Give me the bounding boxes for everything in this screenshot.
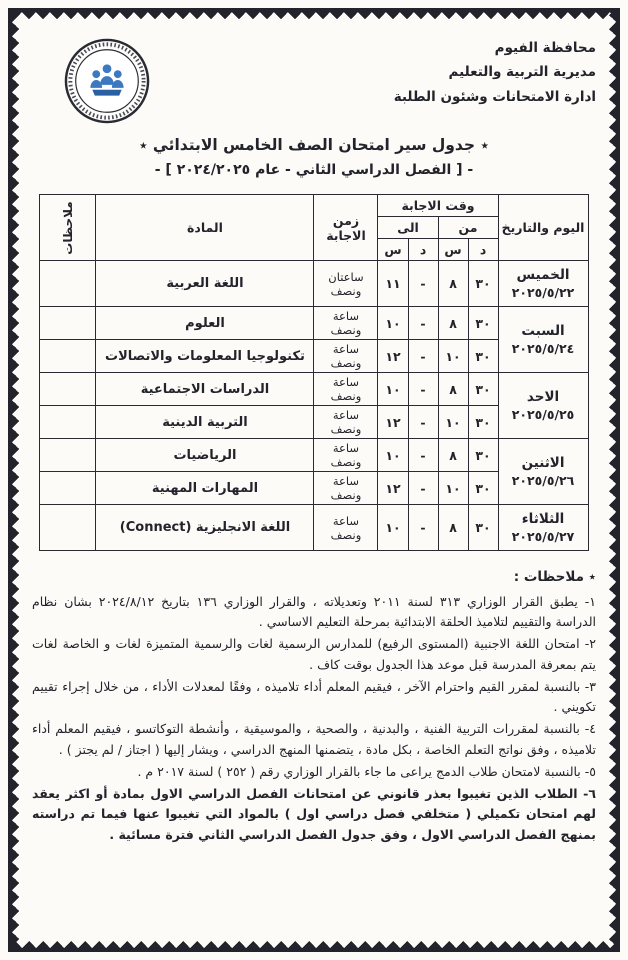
table-row — [40, 373, 588, 406]
col-header-from-hour: س — [438, 239, 468, 261]
day-name: الاحد — [526, 389, 560, 405]
day-name: السبت — [521, 323, 565, 339]
to-minute-cell: - — [408, 307, 438, 340]
to-minute-cell: - — [408, 340, 438, 373]
day-cell — [498, 261, 588, 307]
subject-cell: الدراسات الاجتماعية — [96, 373, 314, 406]
from-minute-cell: ٣٠ — [468, 505, 498, 551]
table-row — [40, 307, 588, 340]
col-header-from: من — [438, 217, 498, 239]
duration-cell: ساعة ونصف — [314, 505, 378, 551]
day-date: ٢٠٢٥/٥/٢٦ — [511, 473, 575, 488]
note-item-5: ٥- بالنسبة لامتحان طلاب الدمج يراعى ما جاء بالقرار الوزاري رقم ( ٢٥٢ ) لسنة ٢٠١٧ م . — [137, 763, 596, 779]
notes-cell — [40, 406, 96, 439]
from-minute-cell: ٣٠ — [468, 406, 498, 439]
note-item-6: ٦- الطلاب الذين تغيبوا بعذر قانوني عن امتحانات الفصل الدراسي الاول بمادة أو اكثر يعقد لهم امتحان تكميلي ( متخلفي فصل دراسي اول ) بالمواد التي تغيبوا عنها فيما تم دراسته بمنهج الفصل الدراسي الاول ، وفق جدول الفصل الدراسي الثاني فترة مسائية . — [32, 786, 596, 842]
notes-cell — [40, 340, 96, 373]
table-row — [40, 261, 588, 307]
note-item-2: ٢- امتحان اللغة الاجنبية (المستوى الرفيع) للمدارس الرسمية لغات والرسمية المتميزة لغات و الخاصة لغات يتم بمعرفة المدرسة قبل موعد هذا الجدول بوقت كاف . — [32, 636, 596, 672]
notes-title: ٭ ملاحظات : — [513, 569, 596, 585]
subject-cell: العلوم — [96, 307, 314, 340]
org-line-directorate: مديرية التربية والتعليم — [448, 64, 596, 81]
to-hour-cell: ١٠ — [378, 307, 408, 340]
notes-section — [32, 567, 596, 845]
schedule-subtitle: - [ الفصل الدراسي الثاني - عام ٢٠٢٤/٢٠٢٥ ] - — [154, 162, 474, 178]
ministry-emblem-logo-icon — [64, 38, 150, 128]
col-header-answer-time: وقت الاجابة — [378, 195, 498, 217]
org-line-governorate: محافظة الفيوم — [494, 40, 596, 56]
from-hour-cell: ١٠ — [438, 340, 468, 373]
notes-cell — [40, 261, 96, 307]
from-minute-cell: ٣٠ — [468, 340, 498, 373]
notes-cell — [40, 505, 96, 551]
from-hour-cell: ٨ — [438, 261, 468, 307]
col-header-notes — [40, 195, 96, 261]
title-block — [30, 136, 598, 178]
from-hour-cell: ١٠ — [438, 472, 468, 505]
table-row — [40, 505, 588, 551]
note-item-3: ٣- بالنسبة لمقرر القيم واحترام الآخر ، فيقيم المعلم أداء تلاميذه ، وفقًا لمعدلات الأداء ، من خلال إجراء تقييم تكويني . — [32, 678, 596, 715]
from-minute-cell: ٣٠ — [468, 439, 498, 472]
duration-cell: ساعة ونصف — [314, 439, 378, 472]
col-header-from-minute: د — [468, 239, 498, 261]
notes-cell — [40, 373, 96, 406]
to-minute-cell: - — [408, 472, 438, 505]
from-minute-cell: ٣٠ — [468, 472, 498, 505]
decorative-border-bottom — [8, 941, 620, 952]
document-header — [30, 24, 598, 128]
notes-cell — [40, 439, 96, 472]
notes-cell — [40, 307, 96, 340]
col-header-duration: زمن الاجابة — [314, 195, 378, 261]
organization-lines — [394, 36, 596, 109]
decorative-border-top — [8, 8, 620, 19]
table-row — [40, 439, 588, 472]
exam-schedule-table — [39, 194, 588, 551]
to-hour-cell: ١٠ — [378, 373, 408, 406]
day-date: ٢٠٢٥/٥/٢٧ — [511, 529, 575, 544]
day-name: الخميس — [516, 267, 570, 283]
col-header-to-hour: س — [378, 239, 408, 261]
col-header-to: الى — [378, 217, 438, 239]
duration-cell: ساعة ونصف — [314, 373, 378, 406]
from-hour-cell: ٨ — [438, 439, 468, 472]
from-hour-cell: ١٠ — [438, 406, 468, 439]
subject-cell: المهارات المهنية — [96, 472, 314, 505]
day-name: الاثنين — [521, 455, 565, 471]
document-content — [30, 24, 598, 936]
to-minute-cell: - — [408, 439, 438, 472]
to-hour-cell: ١٢ — [378, 472, 408, 505]
from-minute-cell: ٣٠ — [468, 307, 498, 340]
to-hour-cell: ١٢ — [378, 406, 408, 439]
from-hour-cell: ٨ — [438, 373, 468, 406]
note-item-1: ١- يطبق القرار الوزاري ٣١٣ لسنة ٢٠١١ وتعديلاته ، والقرار الوزاري ١٣٦ بتاريخ ٢٠٢٤/٨/١٢ بشان نظام الدراسة والتقييم لتلاميذ الحلقة الابتدائية بمرحلة التعليم الاساسي . — [32, 593, 596, 630]
from-minute-cell: ٣٠ — [468, 261, 498, 307]
col-header-subject: المادة — [96, 195, 314, 261]
duration-cell: ساعة ونصف — [314, 406, 378, 439]
duration-cell: ساعة ونصف — [314, 340, 378, 373]
duration-cell: ساعة ونصف — [314, 307, 378, 340]
col-header-day-date: اليوم والتاريخ — [498, 195, 588, 261]
day-cell — [498, 505, 588, 551]
from-hour-cell: ٨ — [438, 505, 468, 551]
to-minute-cell: - — [408, 373, 438, 406]
day-name: الثلاثاء — [521, 511, 565, 527]
duration-cell: ساعتان ونصف — [314, 261, 378, 307]
col-header-to-minute: د — [408, 239, 438, 261]
subject-cell: اللغة العربية — [96, 261, 314, 307]
day-date: ٢٠٢٥/٥/٢٥ — [511, 407, 575, 422]
day-date: ٢٠٢٥/٥/٢٤ — [511, 341, 575, 356]
to-hour-cell: ١٠ — [378, 439, 408, 472]
from-minute-cell: ٣٠ — [468, 373, 498, 406]
to-minute-cell: - — [408, 505, 438, 551]
subject-cell: تكنولوجيا المعلومات والاتصالات — [96, 340, 314, 373]
org-line-exams-administration: ادارة الامتحانات وشئون الطلبة — [393, 88, 596, 105]
to-hour-cell: ١١ — [378, 261, 408, 307]
duration-cell: ساعة ونصف — [314, 472, 378, 505]
decorative-border-right — [609, 8, 620, 952]
decorative-border-left — [8, 8, 19, 952]
subject-cell: التربية الدينية — [96, 406, 314, 439]
subject-cell: الرياضيات — [96, 439, 314, 472]
to-minute-cell: - — [408, 261, 438, 307]
from-hour-cell: ٨ — [438, 307, 468, 340]
subject-cell: اللغة الانجليزية (Connect) — [96, 505, 314, 551]
col-header-notes-label: ملاحظات — [60, 200, 75, 255]
to-minute-cell: - — [408, 406, 438, 439]
day-cell — [498, 439, 588, 505]
day-cell — [498, 373, 588, 439]
day-cell — [498, 307, 588, 373]
schedule-title: ٭ جدول سير امتحان الصف الخامس الابتدائي ٭ — [139, 136, 489, 154]
note-item-4: ٤- بالنسبة لمقررات التربية الفنية ، والبدنية ، والصحية ، والموسيقية ، وأنشطة التوكاتسو ، فيقيم المعلم أداء تلاميذه ، وفق نواتج التعلم الخاصة ، بكل مادة ، يتضمنها المنهج الدراسي ، ويشار إليها ( اجتاز / لم يجتز ) . — [32, 721, 596, 757]
notes-cell — [40, 472, 96, 505]
to-hour-cell: ١٢ — [378, 340, 408, 373]
day-date: ٢٠٢٥/٥/٢٢ — [511, 285, 575, 300]
to-hour-cell: ١٠ — [378, 505, 408, 551]
